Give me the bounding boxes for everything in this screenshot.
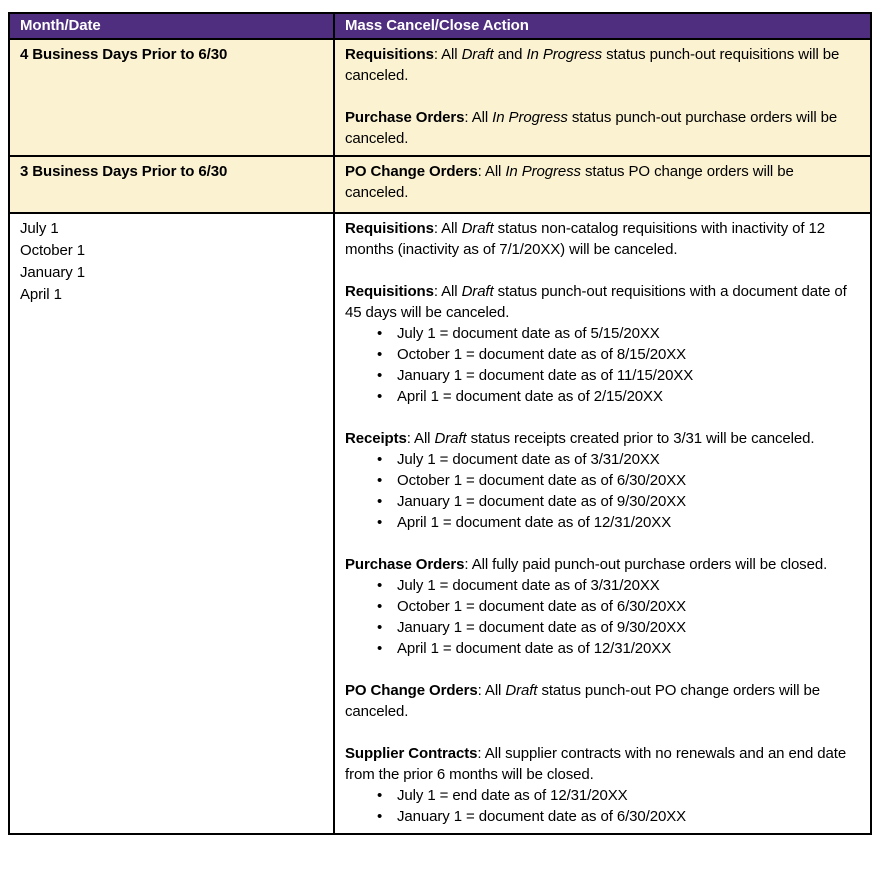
bullet-list xyxy=(345,449,860,533)
bullet-item xyxy=(371,449,860,470)
bullet-item xyxy=(371,512,860,533)
text-segment: status punch-out PO change orders will be canceled. xyxy=(345,682,820,720)
action-section xyxy=(345,44,860,86)
text-segment: and xyxy=(493,46,527,63)
bullet-item xyxy=(371,365,860,386)
action-paragraph xyxy=(345,743,860,785)
text-segment: : All fully paid punch-out purchase orders will be closed. xyxy=(464,556,828,573)
action-section xyxy=(345,281,860,407)
bullet-item xyxy=(371,344,860,365)
table-row xyxy=(9,213,871,834)
text-segment: Draft xyxy=(434,430,467,447)
text-segment: status receipts created prior to 3/31 will be canceled. xyxy=(466,430,815,447)
bullet-list xyxy=(345,575,860,659)
table-body xyxy=(9,39,871,834)
bullet-text: January 1 = document date as of 9/30/20XX xyxy=(397,619,687,636)
bullet-text: July 1 = document date as of 5/15/20XX xyxy=(397,325,660,342)
bullet-text: July 1 = document date as of 3/31/20XX xyxy=(397,577,660,594)
bullet-icon: • xyxy=(377,493,383,510)
bullet-icon: • xyxy=(377,808,383,825)
action-section xyxy=(345,107,860,149)
text-segment: Purchase Orders xyxy=(345,109,465,126)
bullet-icon: • xyxy=(377,367,383,384)
header-row xyxy=(9,13,871,39)
column-header-action: Mass Cancel/Close Action xyxy=(334,13,871,39)
month-date-line: 3 Business Days Prior to 6/30 xyxy=(20,163,228,180)
action-paragraph xyxy=(345,107,860,149)
bullet-text: April 1 = document date as of 12/31/20XX xyxy=(397,640,672,657)
bullet-list xyxy=(345,323,860,407)
bullet-text: October 1 = document date as of 6/30/20XX xyxy=(397,598,687,615)
table-row xyxy=(9,156,871,213)
action-section xyxy=(345,743,860,827)
bullet-item xyxy=(371,470,860,491)
table-header xyxy=(9,13,871,39)
month-date-cell xyxy=(9,39,334,156)
text-segment: PO Change Orders xyxy=(345,682,478,699)
bullet-item xyxy=(371,386,860,407)
bullet-text: January 1 = document date as of 9/30/20XX xyxy=(397,493,687,510)
bullet-text: April 1 = document date as of 2/15/20XX xyxy=(397,388,663,405)
bullet-icon: • xyxy=(377,577,383,594)
text-segment: Requisitions xyxy=(345,220,434,237)
action-section xyxy=(345,161,860,203)
text-segment: In Progress xyxy=(492,109,568,126)
action-cell xyxy=(334,213,871,834)
text-segment: : All xyxy=(406,430,435,447)
month-date-line: January 1 xyxy=(20,264,85,281)
text-segment: Draft xyxy=(461,46,494,63)
text-segment: Requisitions xyxy=(345,283,434,300)
month-date-line: April 1 xyxy=(20,286,62,303)
bullet-text: January 1 = document date as of 6/30/20XX xyxy=(397,808,687,825)
action-paragraph xyxy=(345,554,860,575)
bullet-list xyxy=(345,785,860,827)
bullet-item xyxy=(371,596,860,617)
bullet-icon: • xyxy=(377,472,383,489)
action-paragraph xyxy=(345,161,860,203)
text-segment: : All xyxy=(433,283,462,300)
text-segment: : All xyxy=(477,682,506,699)
text-segment: Supplier Contracts xyxy=(345,745,478,762)
text-segment: : All xyxy=(464,109,493,126)
table-row xyxy=(9,39,871,156)
bullet-icon: • xyxy=(377,325,383,342)
action-paragraph xyxy=(345,428,860,449)
text-segment: status non-catalog requisitions with inactivity of 12 months (inactivity as of 7/1/20XX) will be canceled. xyxy=(345,220,826,258)
bullet-icon: • xyxy=(377,787,383,804)
action-cell xyxy=(334,156,871,213)
column-header-month-date: Month/Date xyxy=(9,13,334,39)
month-date-cell xyxy=(9,156,334,213)
text-segment: Purchase Orders xyxy=(345,556,465,573)
month-date-line: October 1 xyxy=(20,242,85,259)
text-segment: Draft xyxy=(461,283,494,300)
bullet-text: July 1 = document date as of 3/31/20XX xyxy=(397,451,660,468)
bullet-icon: • xyxy=(377,451,383,468)
bullet-item xyxy=(371,806,860,827)
action-section xyxy=(345,554,860,659)
text-segment: : All xyxy=(477,163,506,180)
text-segment: status punch-out purchase orders will be canceled. xyxy=(345,109,838,147)
mass-cancel-close-table xyxy=(8,12,872,835)
text-segment: Draft xyxy=(461,220,494,237)
text-segment: Receipts xyxy=(345,430,407,447)
bullet-icon: • xyxy=(377,598,383,615)
bullet-icon: • xyxy=(377,346,383,363)
action-section xyxy=(345,218,860,260)
action-paragraph xyxy=(345,281,860,323)
text-segment: In Progress xyxy=(505,163,581,180)
action-paragraph xyxy=(345,44,860,86)
text-segment: In Progress xyxy=(526,46,603,63)
bullet-icon: • xyxy=(377,388,383,405)
text-segment: PO Change Orders xyxy=(345,163,478,180)
bullet-text: January 1 = document date as of 11/15/20XX xyxy=(397,367,694,384)
action-section xyxy=(345,680,860,722)
month-date-line: July 1 xyxy=(20,220,59,237)
action-paragraph xyxy=(345,680,860,722)
text-segment: status punch-out requisitions with a document date of 45 days will be canceled. xyxy=(345,283,847,321)
bullet-item xyxy=(371,617,860,638)
text-segment: : All xyxy=(433,220,462,237)
action-section xyxy=(345,428,860,533)
text-segment: Draft xyxy=(505,682,538,699)
bullet-text: October 1 = document date as of 6/30/20XX xyxy=(397,472,687,489)
text-segment: : All xyxy=(433,46,462,63)
bullet-item xyxy=(371,491,860,512)
bullet-icon: • xyxy=(377,514,383,531)
bullet-icon: • xyxy=(377,619,383,636)
bullet-item xyxy=(371,575,860,596)
text-segment: status punch-out requisitions will be canceled. xyxy=(345,46,840,84)
text-segment: Requisitions xyxy=(345,46,434,63)
text-segment: status PO change orders will be canceled. xyxy=(345,163,794,201)
bullet-item xyxy=(371,638,860,659)
bullet-text: October 1 = document date as of 8/15/20XX xyxy=(397,346,687,363)
bullet-item xyxy=(371,785,860,806)
month-date-line: 4 Business Days Prior to 6/30 xyxy=(20,46,228,63)
bullet-icon: • xyxy=(377,640,383,657)
bullet-text: April 1 = document date as of 12/31/20XX xyxy=(397,514,672,531)
text-segment: : All supplier contracts with no renewals and an end date from the prior 6 months will be closed. xyxy=(345,745,847,783)
action-cell xyxy=(334,39,871,156)
bullet-text: July 1 = end date as of 12/31/20XX xyxy=(397,787,628,804)
bullet-item xyxy=(371,323,860,344)
action-paragraph xyxy=(345,218,860,260)
month-date-cell xyxy=(9,213,334,834)
